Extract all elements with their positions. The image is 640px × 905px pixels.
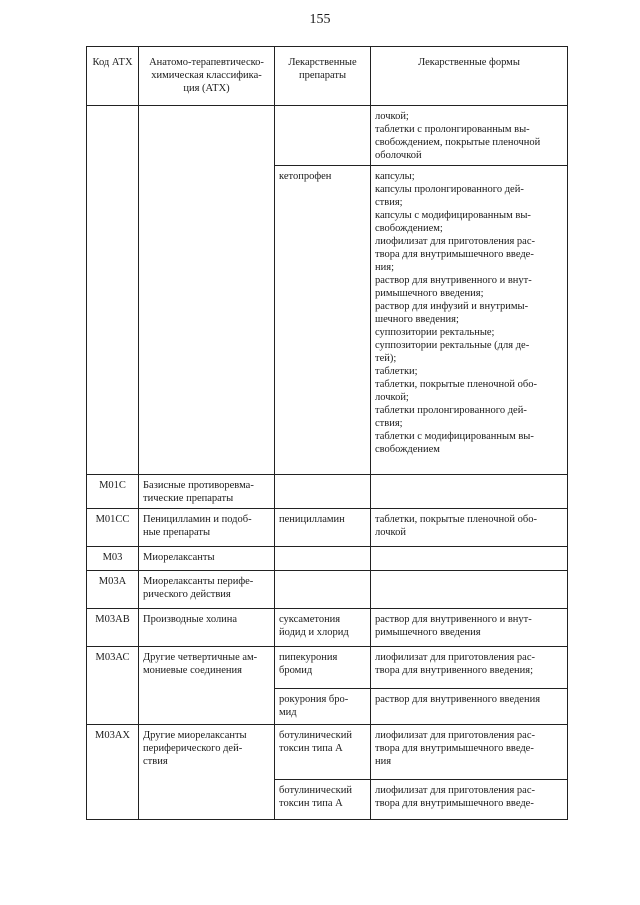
- forms-line: таблетки, покрытые пленочной обо-: [375, 514, 537, 525]
- forms-line: капсулы;: [375, 171, 415, 182]
- atx-code: М03А: [98, 576, 127, 587]
- classification-line: ствия: [143, 756, 168, 767]
- forms-line: раствор для инфузий и внутримы-: [375, 301, 529, 312]
- forms-line: капсулы пролонгированного дей-: [375, 184, 524, 195]
- atx-code: М03АВ: [95, 614, 130, 625]
- atx-drug-table: [86, 46, 568, 820]
- code-cell: [87, 475, 139, 509]
- atx-code: М03: [102, 552, 123, 563]
- forms-cell: [371, 647, 568, 689]
- forms-cell: [371, 689, 568, 725]
- drug-name: кетопрофен: [279, 171, 332, 182]
- drug-name: мид: [279, 707, 297, 718]
- classification-line: Производные холина: [143, 614, 238, 625]
- drug-name: суксаметония: [279, 614, 341, 625]
- classification-cell: [139, 509, 275, 547]
- header-classification-line: Анатомо-терапевтическо-: [149, 57, 264, 68]
- forms-line: раствор для внутривенного и внут-: [375, 614, 532, 625]
- forms-cell: [371, 509, 568, 547]
- forms-line: тей);: [375, 353, 397, 364]
- forms-line: суппозитории ректальные (для де-: [375, 340, 530, 351]
- forms-cell: [371, 166, 568, 475]
- drug-name: токсин типа А: [279, 798, 343, 809]
- header-classification-line: ция (АТХ): [183, 83, 230, 94]
- drug-cell: [275, 547, 371, 571]
- drug-cell: [275, 647, 371, 689]
- classification-line: Базисные противоревма-: [143, 480, 254, 491]
- drug-name: ботулинический: [279, 730, 352, 741]
- forms-line: твора для внутримышечного введе-: [375, 798, 534, 809]
- forms-line: ния: [375, 756, 392, 767]
- classification-line: Другие миорелаксанты: [143, 730, 247, 741]
- table-row: [87, 725, 568, 780]
- header-forms-line: Лекарственные формы: [418, 57, 520, 68]
- drug-name: пипекурония: [279, 652, 338, 663]
- code-cell: [87, 725, 139, 820]
- atx-code: М03АХ: [94, 730, 130, 741]
- forms-line: лочкой;: [375, 111, 409, 122]
- drug-cell: [275, 509, 371, 547]
- drug-name: пеницилламин: [279, 514, 345, 525]
- drug-cell: [275, 106, 371, 166]
- header-drugs-line: препараты: [298, 70, 347, 81]
- forms-cell: [371, 547, 568, 571]
- classification-line: рического действия: [143, 589, 231, 600]
- classification-line: Пеницилламин и подоб-: [143, 514, 252, 525]
- forms-line: шечного введения;: [375, 314, 459, 325]
- code-cell: [87, 571, 139, 609]
- table-header-row: [87, 47, 568, 106]
- classification-line: Другие четвертичные ам-: [143, 652, 258, 663]
- header-code: [87, 47, 139, 106]
- table-row: [87, 547, 568, 571]
- page-number: 155: [309, 12, 331, 27]
- forms-line: суппозитории ректальные;: [375, 327, 495, 338]
- forms-line: твора для внутримышечного введе-: [375, 249, 534, 260]
- forms-line: таблетки с пролонгированным вы-: [375, 124, 530, 135]
- code-cell: [87, 509, 139, 547]
- forms-line: римышечного введения;: [375, 288, 484, 299]
- drug-cell: [275, 689, 371, 725]
- forms-line: лочкой;: [375, 392, 409, 403]
- forms-line: ния;: [375, 262, 394, 273]
- forms-line: твора для внутримышечного введе-: [375, 743, 534, 754]
- classification-line: периферического дей-: [143, 743, 243, 754]
- forms-line: оболочкой: [375, 150, 422, 161]
- table-row: [87, 609, 568, 647]
- code-cell: [87, 609, 139, 647]
- forms-line: свобождением: [375, 444, 440, 455]
- code-cell: [87, 106, 139, 475]
- classification-line: Миорелаксанты перифе-: [143, 576, 254, 587]
- forms-line: лиофилизат для приготовления рас-: [375, 785, 536, 796]
- header-code-text: Код АТХ: [92, 57, 133, 68]
- table-row: [87, 571, 568, 609]
- forms-cell: [371, 609, 568, 647]
- classification-line: тические препараты: [143, 493, 234, 504]
- classification-cell: [139, 609, 275, 647]
- forms-line: ствия;: [375, 418, 403, 429]
- drug-name: рокурония бро-: [279, 694, 349, 705]
- forms-line: ствия;: [375, 197, 403, 208]
- forms-line: лиофилизат для приготовления рас-: [375, 236, 536, 247]
- drug-cell: [275, 725, 371, 780]
- drug-cell: [275, 166, 371, 475]
- drug-cell: [275, 475, 371, 509]
- forms-cell: [371, 106, 568, 166]
- classification-cell: [139, 547, 275, 571]
- table-row: [87, 647, 568, 689]
- table-row: [87, 106, 568, 166]
- drug-name: бромид: [279, 665, 313, 676]
- forms-line: свобождением, покрытые пленочной: [375, 137, 541, 148]
- forms-line: свобождением;: [375, 223, 443, 234]
- drug-name: йодид и хлорид: [279, 627, 349, 638]
- forms-cell: [371, 725, 568, 780]
- forms-cell: [371, 475, 568, 509]
- code-cell: [87, 547, 139, 571]
- forms-line: лиофилизат для приготовления рас-: [375, 730, 536, 741]
- classification-line: ные препараты: [143, 527, 211, 538]
- drug-name: токсин типа А: [279, 743, 343, 754]
- atx-code: М01СС: [95, 514, 130, 525]
- forms-line: таблетки с модифицированным вы-: [375, 431, 534, 442]
- table-row: [87, 475, 568, 509]
- forms-line: таблетки, покрытые пленочной обо-: [375, 379, 537, 390]
- forms-line: лиофилизат для приготовления рас-: [375, 652, 536, 663]
- forms-line: лочкой: [375, 527, 406, 538]
- classification-cell: [139, 725, 275, 820]
- drug-name: ботулинический: [279, 785, 352, 796]
- forms-line: таблетки пролонгированного дей-: [375, 405, 527, 416]
- forms-line: таблетки;: [375, 366, 418, 377]
- classification-cell: [139, 571, 275, 609]
- forms-cell: [371, 780, 568, 820]
- forms-line: раствор для внутривенного введения: [375, 694, 541, 705]
- classification-line: мониевые соединения: [143, 665, 242, 676]
- table-row: [87, 509, 568, 547]
- classification-cell: [139, 106, 275, 475]
- forms-cell: [371, 571, 568, 609]
- drug-cell: [275, 609, 371, 647]
- code-cell: [87, 647, 139, 725]
- header-classification: [139, 47, 275, 106]
- drug-cell: [275, 571, 371, 609]
- forms-line: раствор для внутривенного и внут-: [375, 275, 532, 286]
- classification-cell: [139, 647, 275, 725]
- header-forms: [371, 47, 568, 106]
- forms-line: римышечного введения: [375, 627, 481, 638]
- classification-line: Миорелаксанты: [143, 552, 215, 563]
- atx-code: М03АС: [95, 652, 130, 663]
- forms-line: капсулы с модифицированным вы-: [375, 210, 531, 221]
- header-classification-line: химическая классифика-: [151, 70, 262, 81]
- atx-code: М01С: [99, 480, 126, 491]
- classification-cell: [139, 475, 275, 509]
- drug-cell: [275, 780, 371, 820]
- header-drugs: [275, 47, 371, 106]
- forms-line: твора для внутривенного введения;: [375, 665, 534, 676]
- header-drugs-line: Лекарственные: [288, 57, 357, 68]
